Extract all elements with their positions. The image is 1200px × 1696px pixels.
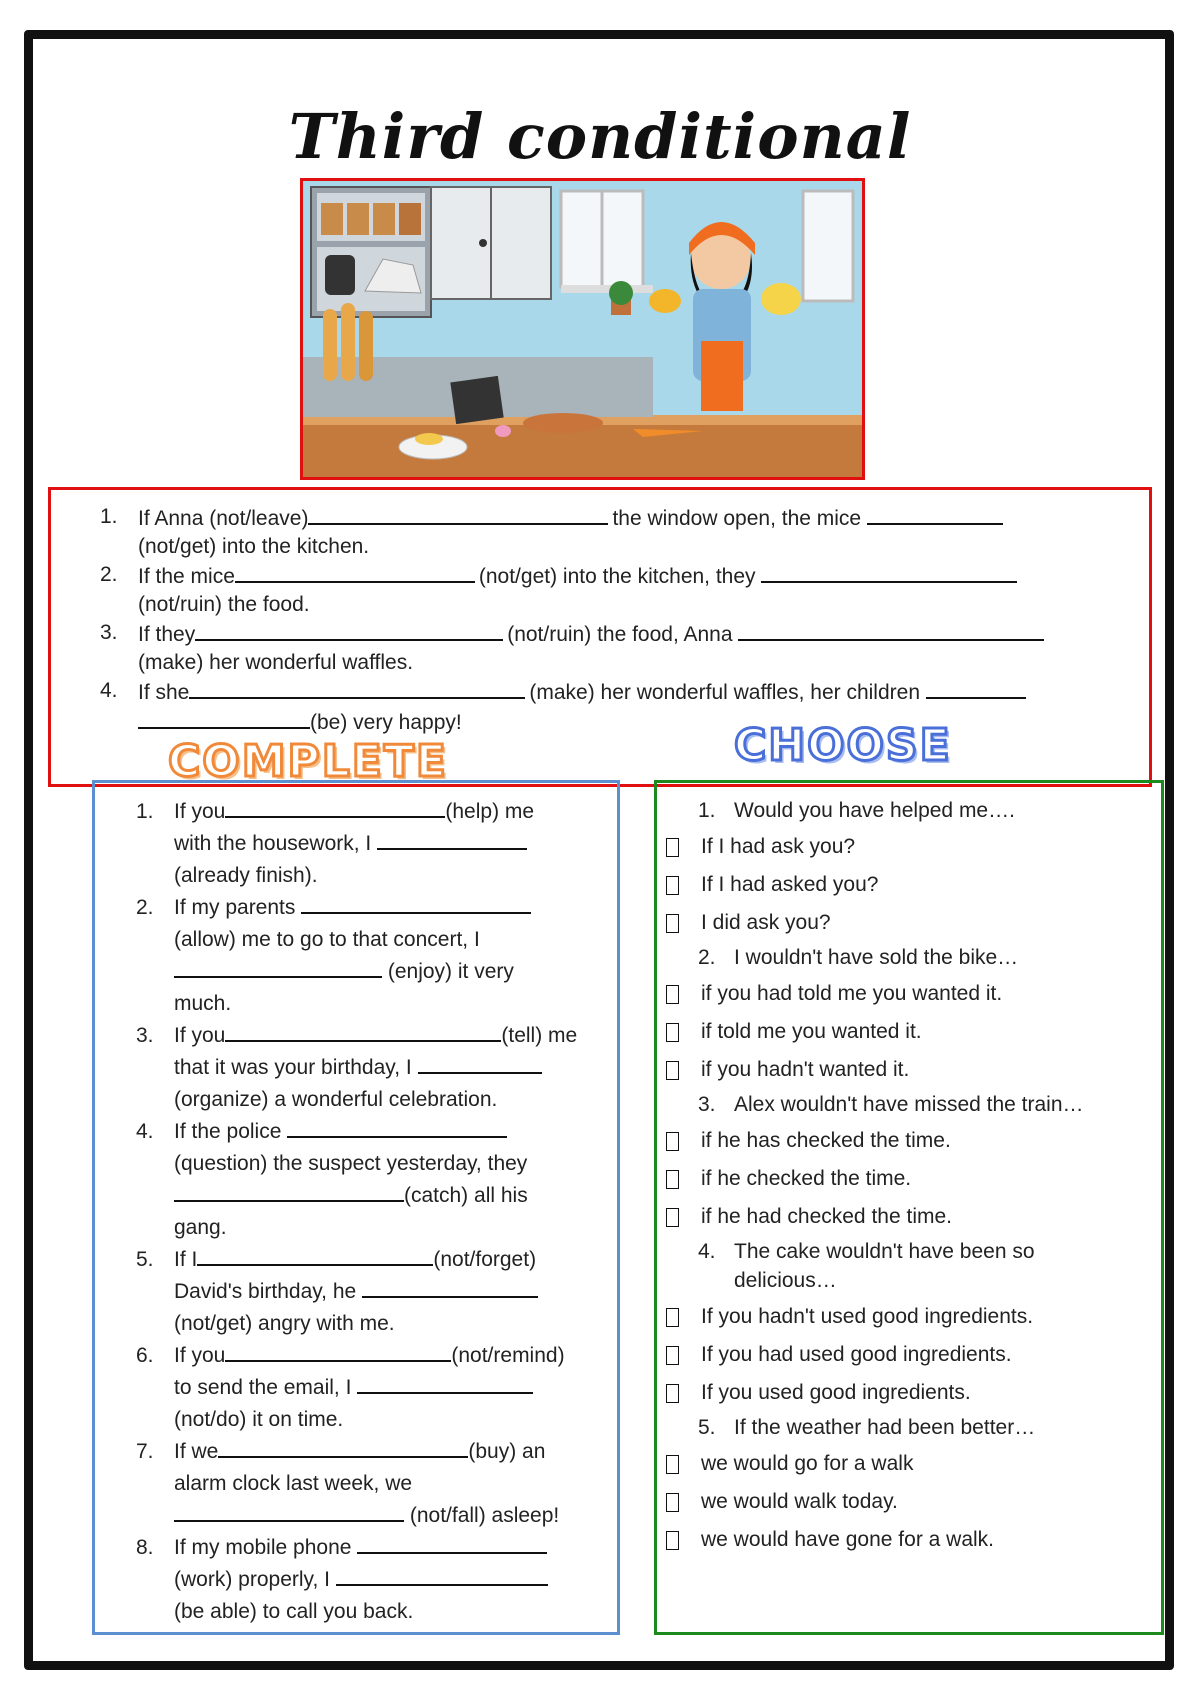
item-text: (tell) me — [501, 1024, 578, 1047]
option[interactable] — [666, 1522, 1156, 1558]
item-text: (not/do) it on time. — [174, 1408, 344, 1431]
item-text: If the police — [174, 1120, 282, 1143]
option-text: If you hadn't used good ingredients. — [701, 1305, 1034, 1328]
item-text: (not/ruin) the food, Anna — [507, 623, 733, 646]
checkbox[interactable] — [666, 1170, 679, 1189]
option-text: If I had asked you? — [701, 873, 879, 896]
answer-blank[interactable] — [301, 892, 531, 914]
item-number: 1. — [136, 800, 154, 823]
answer-blank[interactable] — [138, 707, 310, 729]
checkbox[interactable] — [666, 1132, 679, 1151]
item-text: (make) her wonderful waffles, her children — [529, 681, 920, 704]
item-text: (not/ruin) the food. — [138, 593, 310, 616]
option-text: if you had told me you wanted it. — [701, 982, 1003, 1005]
item-text: David's birthday, he — [174, 1280, 357, 1303]
item-text: If the mice — [138, 565, 235, 588]
item-number: 8. — [136, 1536, 154, 1559]
checkbox[interactable] — [666, 914, 679, 933]
item-number: 2. — [698, 946, 716, 969]
question — [666, 796, 1156, 825]
item-text: If I — [174, 1248, 198, 1271]
option-text: If you used good ingredients. — [701, 1381, 971, 1404]
item-text: If they — [138, 623, 196, 646]
item-number: 4. — [136, 1120, 154, 1143]
option[interactable] — [666, 867, 1156, 903]
complete-heading: COMPLETE — [168, 736, 448, 787]
item-number: 3. — [100, 621, 118, 644]
option[interactable] — [666, 1052, 1156, 1088]
answer-blank[interactable] — [174, 1180, 404, 1202]
item-text: with the housework, I — [174, 832, 372, 855]
answer-blank[interactable] — [926, 677, 1026, 699]
page-title: Third conditional — [288, 100, 912, 173]
checkbox[interactable] — [666, 1308, 679, 1327]
option-text: we would walk today. — [701, 1490, 898, 1513]
question — [666, 943, 1156, 972]
question-text: Alex wouldn't have missed the train… — [734, 1093, 1084, 1116]
choose-heading: CHOOSE — [734, 720, 952, 771]
item-text: (not/get) angry with me. — [174, 1312, 395, 1335]
checkbox[interactable] — [666, 1061, 679, 1080]
option[interactable] — [666, 1446, 1156, 1482]
list-item — [100, 561, 1100, 619]
answer-blank[interactable] — [218, 1436, 468, 1458]
checkbox[interactable] — [666, 1023, 679, 1042]
item-text: (not/fall) asleep! — [409, 1504, 560, 1527]
checkbox[interactable] — [666, 1531, 679, 1550]
option[interactable] — [666, 976, 1156, 1012]
answer-blank[interactable] — [357, 1372, 533, 1394]
option-text: if told me you wanted it. — [701, 1020, 922, 1043]
item-number: 2. — [100, 563, 118, 586]
option-text: if he had checked the time. — [701, 1205, 952, 1228]
answer-blank[interactable] — [761, 561, 1017, 583]
answer-blank[interactable] — [308, 503, 608, 525]
list-item — [136, 796, 606, 892]
question — [666, 1237, 1156, 1295]
answer-blank[interactable] — [189, 677, 525, 699]
option-text: we would have gone for a walk. — [701, 1528, 995, 1551]
answer-blank[interactable] — [225, 796, 445, 818]
item-text: (catch) all his — [404, 1184, 528, 1207]
choose-list — [666, 796, 1156, 1560]
item-number: 1. — [100, 505, 118, 528]
item-text: (enjoy) it very — [387, 960, 514, 983]
item-text: If you — [174, 1024, 226, 1047]
list-item — [136, 1340, 606, 1436]
question-text: Would you have helped me…. — [734, 799, 1015, 822]
answer-blank[interactable] — [174, 956, 382, 978]
answer-blank[interactable] — [225, 1340, 451, 1362]
item-number: 2. — [136, 896, 154, 919]
checkbox[interactable] — [666, 876, 679, 895]
answer-blank[interactable] — [377, 828, 527, 850]
kitchen-scene — [303, 181, 862, 477]
answer-blank[interactable] — [195, 619, 503, 641]
checkbox[interactable] — [666, 1493, 679, 1512]
answer-blank[interactable] — [336, 1564, 548, 1586]
option-text: I did ask you? — [701, 911, 831, 934]
option-text: If you had used good ingredients. — [701, 1343, 1012, 1366]
item-text: (not/remind) — [451, 1344, 565, 1367]
answer-blank[interactable] — [867, 503, 1003, 525]
checkbox[interactable] — [666, 985, 679, 1004]
option-text: if you hadn't wanted it. — [701, 1058, 910, 1081]
item-text: (be) very happy! — [310, 711, 462, 734]
question-text: The cake wouldn't have been so delicious… — [734, 1240, 1035, 1292]
item-text: (allow) me to go to that concert, I — [174, 928, 480, 951]
item-text: that it was your birthday, I — [174, 1056, 412, 1079]
item-text: (not/get) into the kitchen, they — [478, 565, 756, 588]
question — [666, 1090, 1156, 1119]
answer-blank[interactable] — [197, 1244, 433, 1266]
option-text: If I had ask you? — [701, 835, 856, 858]
answer-blank[interactable] — [418, 1052, 542, 1074]
top-exercise-list — [100, 503, 1100, 737]
checkbox[interactable] — [666, 1346, 679, 1365]
checkbox[interactable] — [666, 1455, 679, 1474]
item-text: If she — [138, 681, 190, 704]
answer-blank[interactable] — [174, 1500, 404, 1522]
option-text: we would go for a walk — [701, 1452, 914, 1475]
question-text: I wouldn't have sold the bike… — [734, 946, 1019, 969]
item-number: 3. — [136, 1024, 154, 1047]
item-number: 5. — [698, 1416, 716, 1439]
item-text: If Anna (not/leave) — [138, 507, 309, 530]
answer-blank[interactable] — [287, 1116, 507, 1138]
complete-list — [136, 796, 606, 1628]
option[interactable] — [666, 829, 1156, 865]
item-text: to send the email, I — [174, 1376, 352, 1399]
item-text: If my parents — [174, 896, 296, 919]
item-number: 6. — [136, 1344, 154, 1367]
list-item — [100, 619, 1100, 677]
answer-blank[interactable] — [225, 1020, 501, 1042]
item-text: If you — [174, 1344, 226, 1367]
list-item — [136, 1436, 606, 1532]
checkbox[interactable] — [666, 1208, 679, 1227]
item-text: (not/get) into the kitchen. — [138, 535, 370, 558]
list-item — [136, 892, 606, 1020]
item-text: (not/forget) — [433, 1248, 537, 1271]
item-number: 7. — [136, 1440, 154, 1463]
item-text: gang. — [174, 1216, 227, 1239]
list-item — [100, 503, 1100, 561]
list-item — [136, 1116, 606, 1244]
item-text: (already finish). — [174, 864, 318, 887]
option[interactable] — [666, 905, 1156, 941]
kitchen-illustration — [300, 178, 865, 480]
item-text: the window open, the mice — [612, 507, 862, 530]
option[interactable] — [666, 1484, 1156, 1520]
list-item — [136, 1244, 606, 1340]
option-text: if he checked the time. — [701, 1167, 912, 1190]
item-number: 1. — [698, 799, 716, 822]
item-number: 4. — [100, 679, 118, 702]
question — [666, 1413, 1156, 1442]
item-text: (work) properly, I — [174, 1568, 330, 1591]
list-item — [136, 1020, 606, 1116]
item-number: 5. — [136, 1248, 154, 1271]
item-text: If we — [174, 1440, 219, 1463]
answer-blank[interactable] — [235, 561, 475, 583]
option[interactable] — [666, 1375, 1156, 1411]
option[interactable] — [666, 1123, 1156, 1159]
list-item — [136, 1532, 606, 1628]
option[interactable] — [666, 1337, 1156, 1373]
checkbox[interactable] — [666, 838, 679, 857]
item-text: (make) her wonderful waffles. — [138, 651, 414, 674]
item-text: alarm clock last week, we — [174, 1472, 413, 1495]
item-number: 4. — [698, 1240, 716, 1263]
item-number: 3. — [698, 1093, 716, 1116]
item-text: (help) me — [445, 800, 535, 823]
question-text: If the weather had been better… — [734, 1416, 1036, 1439]
option[interactable] — [666, 1299, 1156, 1335]
item-text: If you — [174, 800, 226, 823]
option[interactable] — [666, 1161, 1156, 1197]
answer-blank[interactable] — [738, 619, 1044, 641]
checkbox[interactable] — [666, 1384, 679, 1403]
item-text: (buy) an — [468, 1440, 546, 1463]
item-text: (organize) a wonderful celebration. — [174, 1088, 498, 1111]
answer-blank[interactable] — [357, 1532, 547, 1554]
item-text: (be able) to call you back. — [174, 1600, 414, 1623]
item-text: much. — [174, 992, 232, 1015]
option-text: if he has checked the time. — [701, 1129, 951, 1152]
item-text: (question) the suspect yesterday, they — [174, 1152, 528, 1175]
item-text: If my mobile phone — [174, 1536, 352, 1559]
option[interactable] — [666, 1014, 1156, 1050]
option[interactable] — [666, 1199, 1156, 1235]
answer-blank[interactable] — [362, 1276, 538, 1298]
